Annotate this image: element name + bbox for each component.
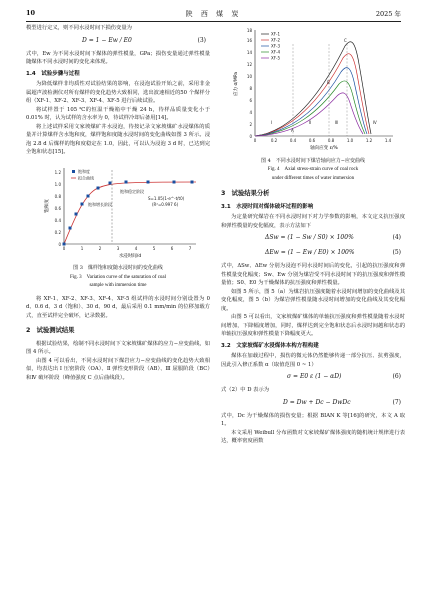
x-tick: 3 (116, 245, 120, 251)
x-tick: 1.0 (346, 138, 354, 143)
annotation: S=1.05(1-e^-t/t0) (148, 195, 185, 201)
paragraph: 本文采用 Weibull 分布函数对文家坡煤矿煤体强度的随机统计规律进行表达，概率密度函数 (221, 429, 405, 444)
equation-body: D = Dw + Dc − DwDc (283, 398, 351, 406)
x-tick: 4 (134, 245, 138, 251)
right-column (221, 24, 405, 446)
point-label: B (327, 80, 330, 85)
x-tick: 0.4 (289, 138, 297, 143)
point-label: A (291, 128, 294, 133)
y-tick: 0 (58, 241, 61, 247)
paragraph: 将试样置于 105 ℃的恒温干燥箱中干燥 24 h，待样品质量变化小于 0.01% 时，认为试样的含水率为 0，待试样冷却后备用[14]。 (26, 106, 210, 121)
equation-body: ΔSw = (1 − Sw / S0) × 100% (265, 234, 354, 241)
point-label: C (344, 38, 347, 43)
section-heading: 3 试验结果分析 (221, 190, 270, 197)
y-tick: 0.4 (54, 217, 61, 223)
legend-entry: XF-3 (271, 43, 281, 49)
legend-marker (72, 170, 75, 173)
data-point (87, 194, 90, 197)
data-point (147, 180, 150, 183)
y-tick: 16 (246, 38, 252, 43)
stage-label: Ⅰ (271, 120, 273, 125)
page-header (0, 0, 427, 24)
paragraph: 煤体在加载过程中，损伤的微元体仍然能够传递一部分抗压、抗剪强度，因此引入修正系数 α（取值范围 0 ~ 1） (221, 353, 405, 368)
subsection-heading: 3.2 文家坡煤矿水浸煤体本构方程构建 (221, 342, 319, 349)
section-heading: 1.4 试验步骤与过程 (26, 70, 80, 77)
y-tick: 12 (246, 62, 252, 67)
figure-3 (26, 160, 210, 291)
figure-caption-en: sample with immersion time (89, 283, 147, 288)
annotation: 饱和稳定阶段 (120, 188, 144, 194)
legend-entry: XF-1 (271, 31, 281, 37)
y-tick: 10 (246, 74, 252, 79)
legend-entry: 拟合曲线 (78, 175, 94, 180)
x-tick: 2 (98, 245, 102, 251)
x-tick: 1 (80, 245, 84, 251)
x-tick: 1.4 (384, 138, 392, 143)
equation-number: (3) (197, 36, 206, 44)
equation-5 (221, 247, 405, 260)
header-rule (26, 21, 401, 22)
stress-strain-chart (221, 24, 405, 152)
stage-label: Ⅳ (373, 120, 377, 125)
annotation: (R²=0.997 6) (152, 201, 179, 207)
equation-number: (6) (392, 373, 401, 380)
y-tick: 18 (246, 28, 252, 33)
data-point (97, 186, 100, 189)
y-axis-label: 应力 σ/MPa (234, 72, 239, 96)
legend-entry: XF-5 (271, 55, 281, 61)
x-tick: 5 (152, 245, 156, 251)
y-tick: 14 (246, 50, 252, 55)
y-tick: 0 (249, 134, 252, 139)
subsection-heading: 3.1 水浸时间对煤体破坏过程的影响 (221, 203, 314, 210)
x-tick: 0.2 (270, 138, 278, 143)
y-tick: 0.8 (54, 193, 61, 199)
page-number: 10 (26, 9, 36, 17)
figure-4 (221, 24, 405, 183)
paragraph: 将上述试样采用文家坡煤矿井水浸泡，待按记录文家坡煤矿水浸煤体的质量并计算煤样含水饱和度，煤样饱和度随水浸时间的变化曲线如图 3 所示。浸泡 2.8 d 后煤样的饱和度稳定在 1.0，因此，可以认为浸泡 3 d 时，已达到完全饱和状态[15]。 (26, 123, 210, 155)
paragraph: 为定量研究煤岩在不同水浸时间下对力学参数的影响，本文定义抗压强度和弹性模量的变化幅度，表示方法如下 (221, 214, 405, 229)
paragraph: 式中，Ew 为不同水浸时间下煤体的弹性模量，GPa；损伤变量通过弹性模量随煤体不同水浸时间的变化来体现。 (26, 50, 210, 65)
data-point (173, 180, 176, 183)
paragraph: 根据试验结果，绘制不同水浸时间下文家坡煤矿煤体的应力−应变曲线，如图 4 所示。 (26, 340, 210, 355)
stage-label: Ⅲ (335, 120, 338, 125)
y-tick: 0.6 (54, 205, 61, 211)
paragraph: 如图 5 所示，图 5（a）为煤岩抗压强度随着水浸时间增加的变化曲线及其变化幅度，图 5（b）为煤岩弹性模量随水浸时间增加的变化曲线及其变化幅度。 (221, 288, 405, 312)
journal-year: 2025 年 (375, 10, 401, 18)
y-axis-label: 饱和度 (45, 198, 50, 213)
paragraph: 由图 4 可以看出，不同水浸时间下煤岩应力−应变曲线的变化趋势大致相似，均表达出 Ⅰ 压密阶段（OA）、Ⅱ 弹性变形阶段（AB）、Ⅲ 屈服阶段（BC）和Ⅳ 破坏阶段（峰值强度 C 点后曲线段）。 (26, 357, 210, 381)
x-tick: 7 (188, 245, 192, 251)
left-column (26, 24, 210, 382)
x-tick: 0 (62, 245, 66, 251)
equation-number: (7) (392, 398, 401, 406)
curve-xf3 (255, 68, 367, 136)
y-tick: 4 (249, 110, 252, 115)
y-tick: 6 (249, 98, 252, 103)
x-axis-label: 水浸时间/d (118, 253, 142, 259)
legend-entry: 饱和度 (78, 168, 90, 174)
paragraph: 将 XF-1、XF-2、XF-3、XF-4、XF-5 组试样的水浸时间分别设置为 0 d、0.6 d、3 d（饱和）、30 d、90 d，最后采用 0.1 mm/min 的位移加载方式，直至试样完全破坏，记录数据。 (26, 295, 210, 319)
figure-caption-en: Fig. 4 Axial stress-strain curve of coal rock (267, 167, 359, 172)
equation-number: (4) (392, 234, 401, 241)
figure-caption-en: Fig. 3 Variation curve of the saturation of coal (69, 274, 167, 280)
data-point (75, 212, 78, 215)
equation-6 (221, 371, 405, 384)
section-heading: 2 试验测试结果 (26, 327, 75, 334)
paragraph: 式中，Dc 为干燥煤体的损伤变量；根据 BIAN K 等[16]的研究，本文 A 取 1。 (221, 412, 405, 427)
y-tick: 8 (249, 86, 252, 91)
equation-4 (221, 232, 405, 245)
equation-body: ΔEw = (1 − Ew / E0) × 100% (265, 249, 355, 256)
legend-entry: XF-2 (271, 37, 281, 43)
legend-entry: XF-4 (271, 49, 281, 55)
paragraph: 由图 5 可以看出，文家坡煤矿煤体的单轴抗压强度和弹性模量随着水浸时间增加，下降幅度增加，同时，煤样达到完全饱和状态后水浸时间越和状态的单轴抗压强度和弹性模量下降幅度更大。 (221, 314, 405, 337)
saturation-chart (26, 160, 210, 260)
x-tick: 0.8 (327, 138, 335, 143)
data-point (69, 226, 72, 229)
stage-label: Ⅱ (309, 120, 311, 125)
x-axis-label: 轴向应变 ε/% (310, 146, 338, 151)
data-point (191, 180, 194, 183)
paragraph: 模型进行定义，则不同水浸时间下损伤变量为 (26, 25, 132, 31)
y-tick: 2 (249, 122, 252, 127)
figure-caption-en: under different times of water immersion (271, 175, 355, 181)
x-tick: 1.2 (365, 138, 373, 143)
figure-caption: 图 4 不同水浸时间下煤岩轴向应力−应变曲线 (261, 157, 365, 164)
y-tick: 0.2 (54, 229, 61, 235)
equation-3 (26, 35, 210, 48)
equation-body: σ = E0 ε (1 − αD) (287, 373, 342, 380)
y-tick: 1.2 (54, 169, 61, 175)
equation-7 (221, 397, 405, 410)
annotation: 饱和增长阶段 (88, 201, 112, 207)
paragraph: 为降低煤样非均质性对试验结果的影响，在浸泡试验开始之前，采用非金属超声波检测仪对所有煤样的变化趋势大致相同，选出波速相近的50 个煤样分组（XF-1、XF-2、XF-3、XF-4、XF-5 进行后续试验。 (26, 81, 210, 104)
data-point (63, 242, 66, 245)
figure-caption: 图 3 煤样饱和度随水浸时间的变化曲线 (73, 265, 163, 271)
equation-number: (5) (392, 249, 401, 256)
paragraph: 式（2）中 D 表示为 (221, 387, 270, 393)
data-point (125, 180, 128, 183)
x-tick: 0 (253, 138, 257, 143)
y-tick: 1.0 (54, 181, 61, 187)
x-tick: 6 (170, 245, 174, 251)
data-point (109, 181, 112, 184)
data-point (81, 202, 84, 205)
x-tick: 0.6 (308, 138, 316, 143)
equation-body: D = 1 − Ew / E0 (82, 36, 132, 44)
journal-title: 陕 西 煤 炭 (185, 10, 242, 18)
curve-xf4 (255, 81, 365, 136)
curve-xf5 (255, 93, 363, 136)
paragraph: 式中，ΔSw、ΔEw 分别为浸泡不同水浸时间后的变化，引起的抗压强度和弹性模量变化幅度；Sw、Ew 分别为煤岩受不同水浸时间下的抗压强度和弹性模量值；S0、E0 为干燥煤体的抗压强度和弹性模量。 (221, 263, 405, 286)
